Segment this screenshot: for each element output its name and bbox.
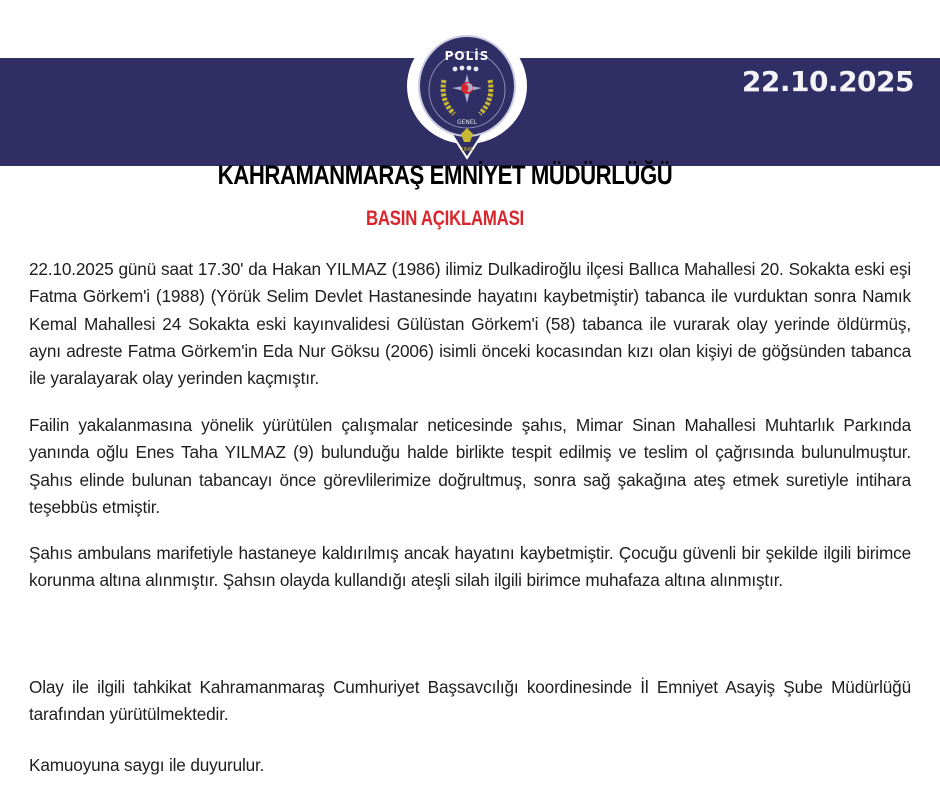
police-emblem-icon	[406, 30, 528, 160]
paragraph-investigation: Olay ile ilgili tahkikat Kahramanmaraş Cumhuriyet Başsavcılığı koordinesinde İl Emniyet Asayiş Şube Müdürlüğü tarafından yürütülmektedir.	[29, 677, 911, 725]
paragraph-capture: Failin yakalanmasına yönelik yürütülen çalışmalar neticesinde şahıs, Mimar Sinan Mahallesi Muhtarlık Parkında yanında oğlu Enes Taha YILMAZ (9) bulunduğu halde birlikte tespit edilmiş ve teslim ol çağrısında bulunulmuştur. Şahıs elinde bulunan tabancayı önce görevlilerimize doğrultmuş, sonra sağ şakağına ateş etmek suretiyle intihara teşebbüs etmiştir.	[29, 415, 911, 517]
page-title: KAHRAMANMARAŞ EMNİYET MÜDÜRLÜĞÜ	[217, 160, 673, 190]
svg-text:1845: 1845	[460, 147, 474, 153]
svg-text:GENEL: GENEL	[456, 119, 478, 126]
svg-text:POLİS: POLİS	[444, 49, 490, 63]
paragraph-incident: 22.10.2025 günü saat 17.30' da Hakan YILMAZ (1986) ilimiz Dulkadiroğlu ilçesi Ballıca Mahallesi 20. Sokakta eski eşi Fatma Görkem'i (1988) (Yörük Selim Devlet Hastanesinde hayatını kaybetmiştir) tabanca ile vurduktan sonra Namık Kemal Mahallesi 24 Sokakta eski kayınvalidesi Gülüstan Görkem'i (58) tabanca ile vurarak olay yerinde öldürmüş, aynı adreste Fatma Görkem'in Eda Nur Göksu (2006) isimli önceki kocasından kızı olan kişiyi de göğsünden tabanca ile yaralayarak olay yerinden kaçmıştır.	[29, 259, 911, 389]
press-release-date: 22.10.2025	[741, 65, 914, 98]
page-subtitle: BASIN AÇIKLAMASI	[366, 207, 524, 230]
paragraph-closing: Kamuoyuna saygı ile duyurulur.	[29, 755, 265, 775]
paragraph-outcome: Şahıs ambulans marifetiyle hastaneye kaldırılmış ancak hayatını kaybetmiştir. Çocuğu güvenli bir şekilde ilgili birimce korunma altına alınmıştır. Şahsın olayda kullandığı ateşli silah ilgili birimce muhafaza altına alınmıştır.	[29, 543, 911, 591]
